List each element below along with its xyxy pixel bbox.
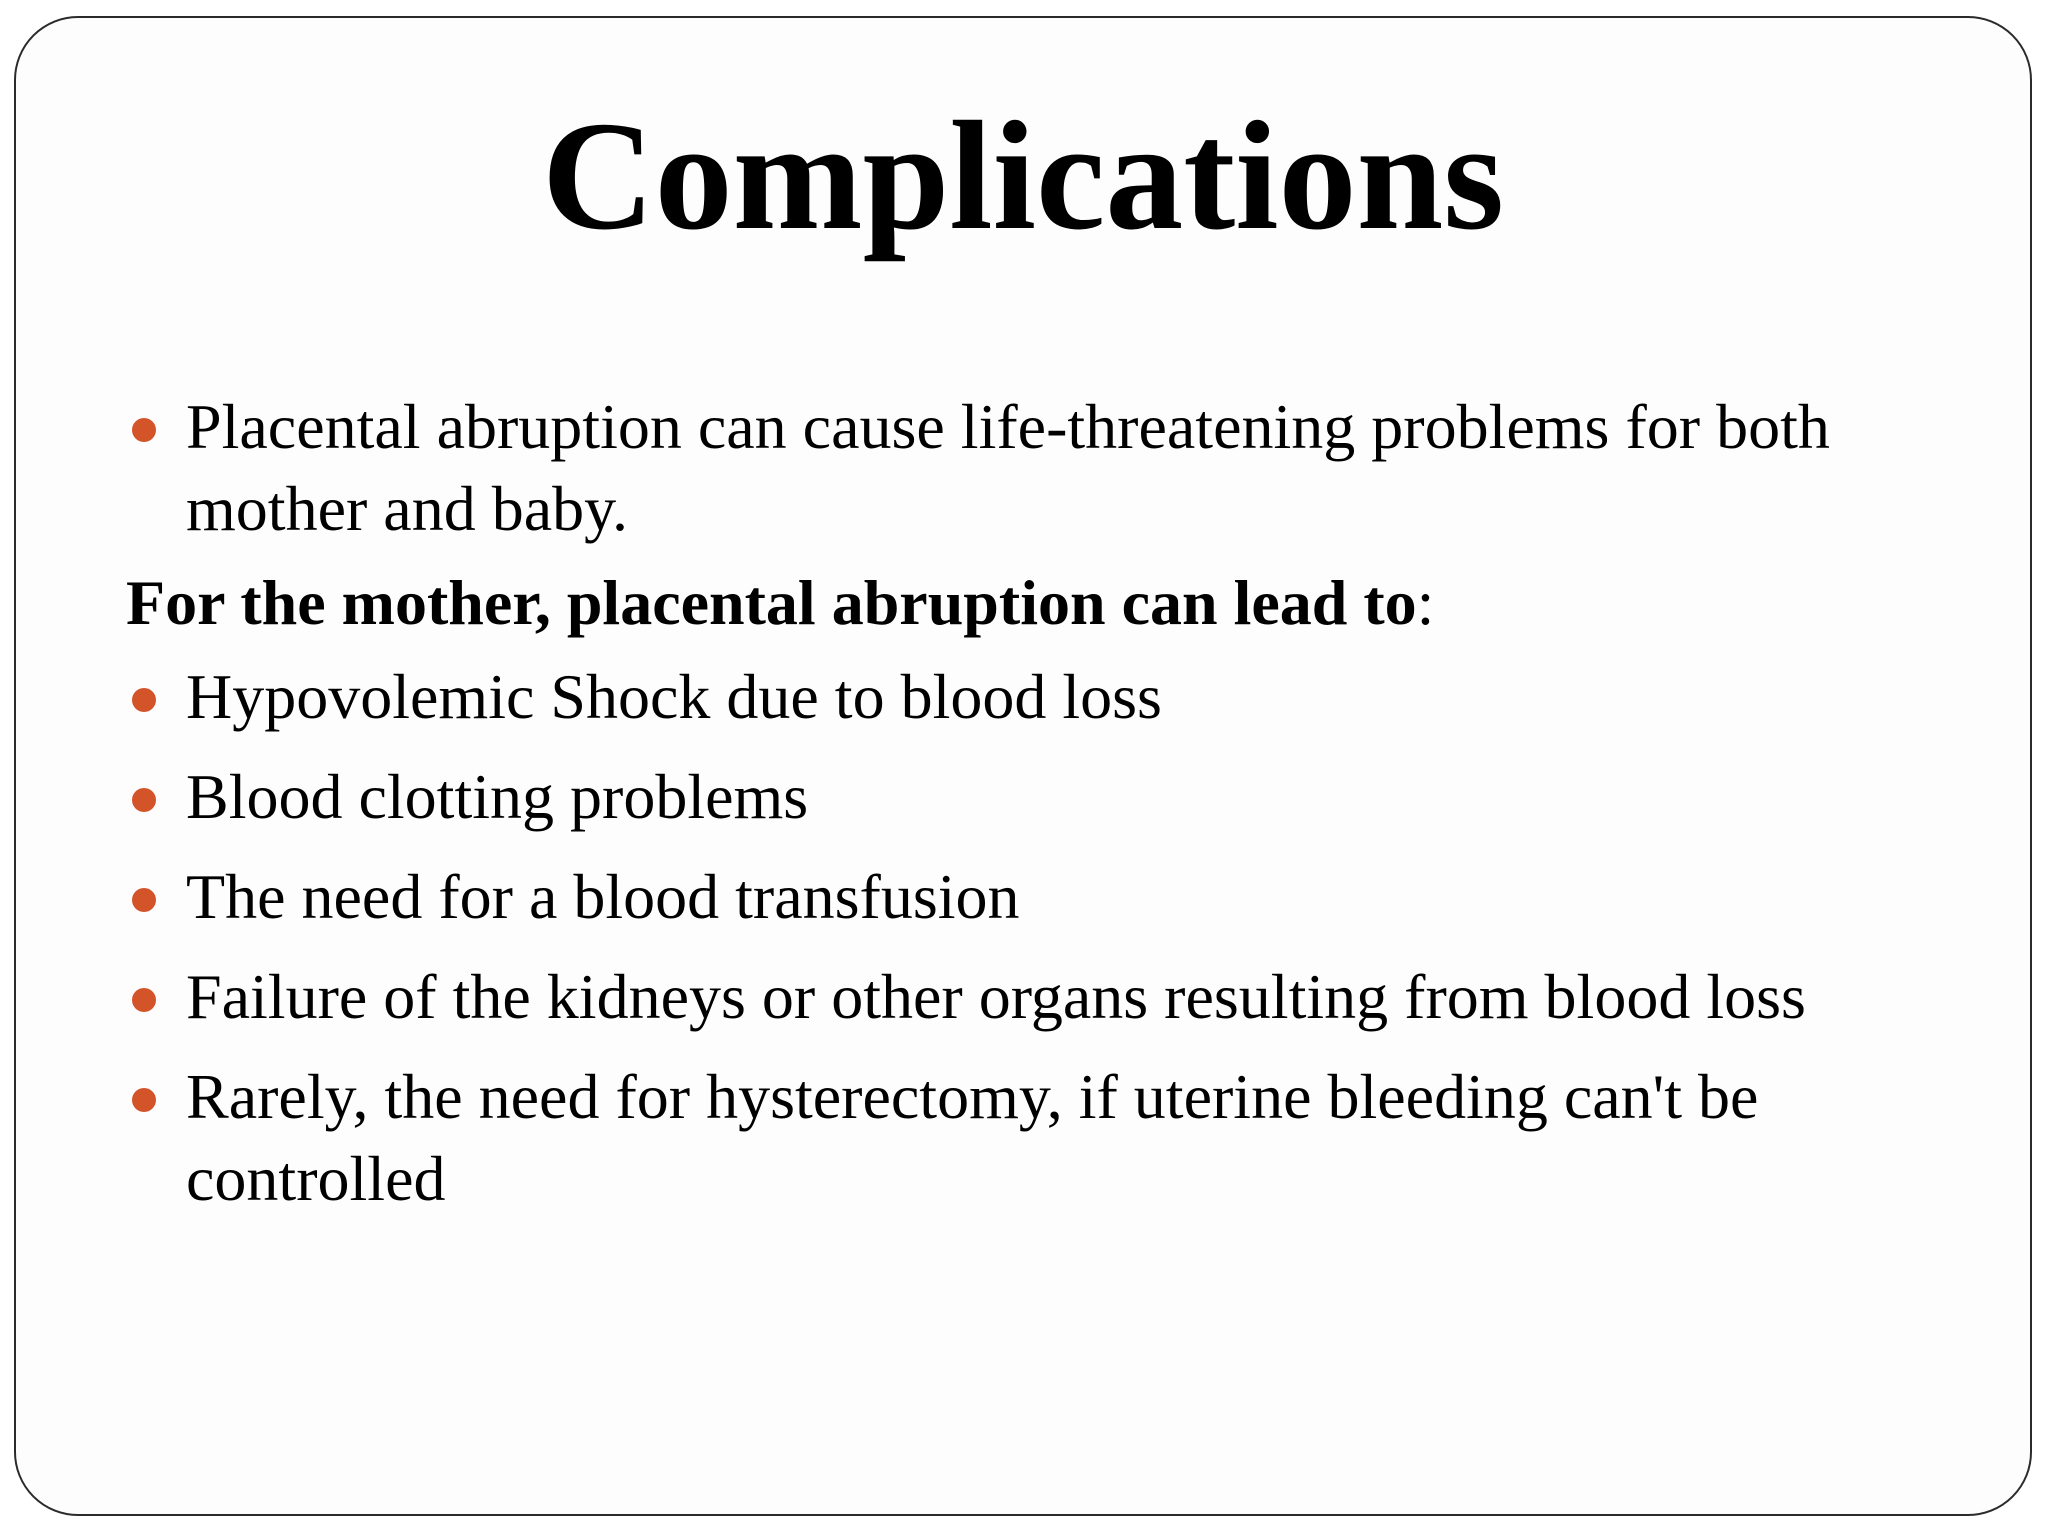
intro-bullet [126,386,2006,550]
list-item-text: Rarely, the need for hysterectomy, if uterine bleeding can't be controlled [186,1061,1759,1214]
list-item [126,956,2006,1038]
list-item-text: Failure of the kidneys or other organs resulting from blood loss [186,961,1806,1032]
list-item [126,1056,2006,1220]
list-item [126,656,2006,738]
bullet-dot-icon [132,788,156,812]
mother-complications-heading [126,562,2006,644]
slide-title: Complications [541,89,1505,262]
subheading-colon: : [1416,567,1435,638]
bullet-dot-icon [132,418,156,442]
subheading-bold-text: For the mother, placental abruption can lead to [126,567,1417,638]
slide-frame [14,16,2032,1516]
list-item [126,756,2006,838]
slide-content [126,386,2006,1238]
bullet-dot-icon [132,888,156,912]
bullet-dot-icon [132,688,156,712]
bullet-dot-icon [132,988,156,1012]
list-item-text: The need for a blood transfusion [186,861,1020,932]
bullet-dot-icon [132,1088,156,1112]
list-item-text: Blood clotting problems [186,761,809,832]
list-item [126,856,2006,938]
intro-bullet-text: Placental abruption can cause life-threatening problems for both mother and baby. [186,391,1830,544]
list-item-text: Hypovolemic Shock due to blood loss [186,661,1162,732]
